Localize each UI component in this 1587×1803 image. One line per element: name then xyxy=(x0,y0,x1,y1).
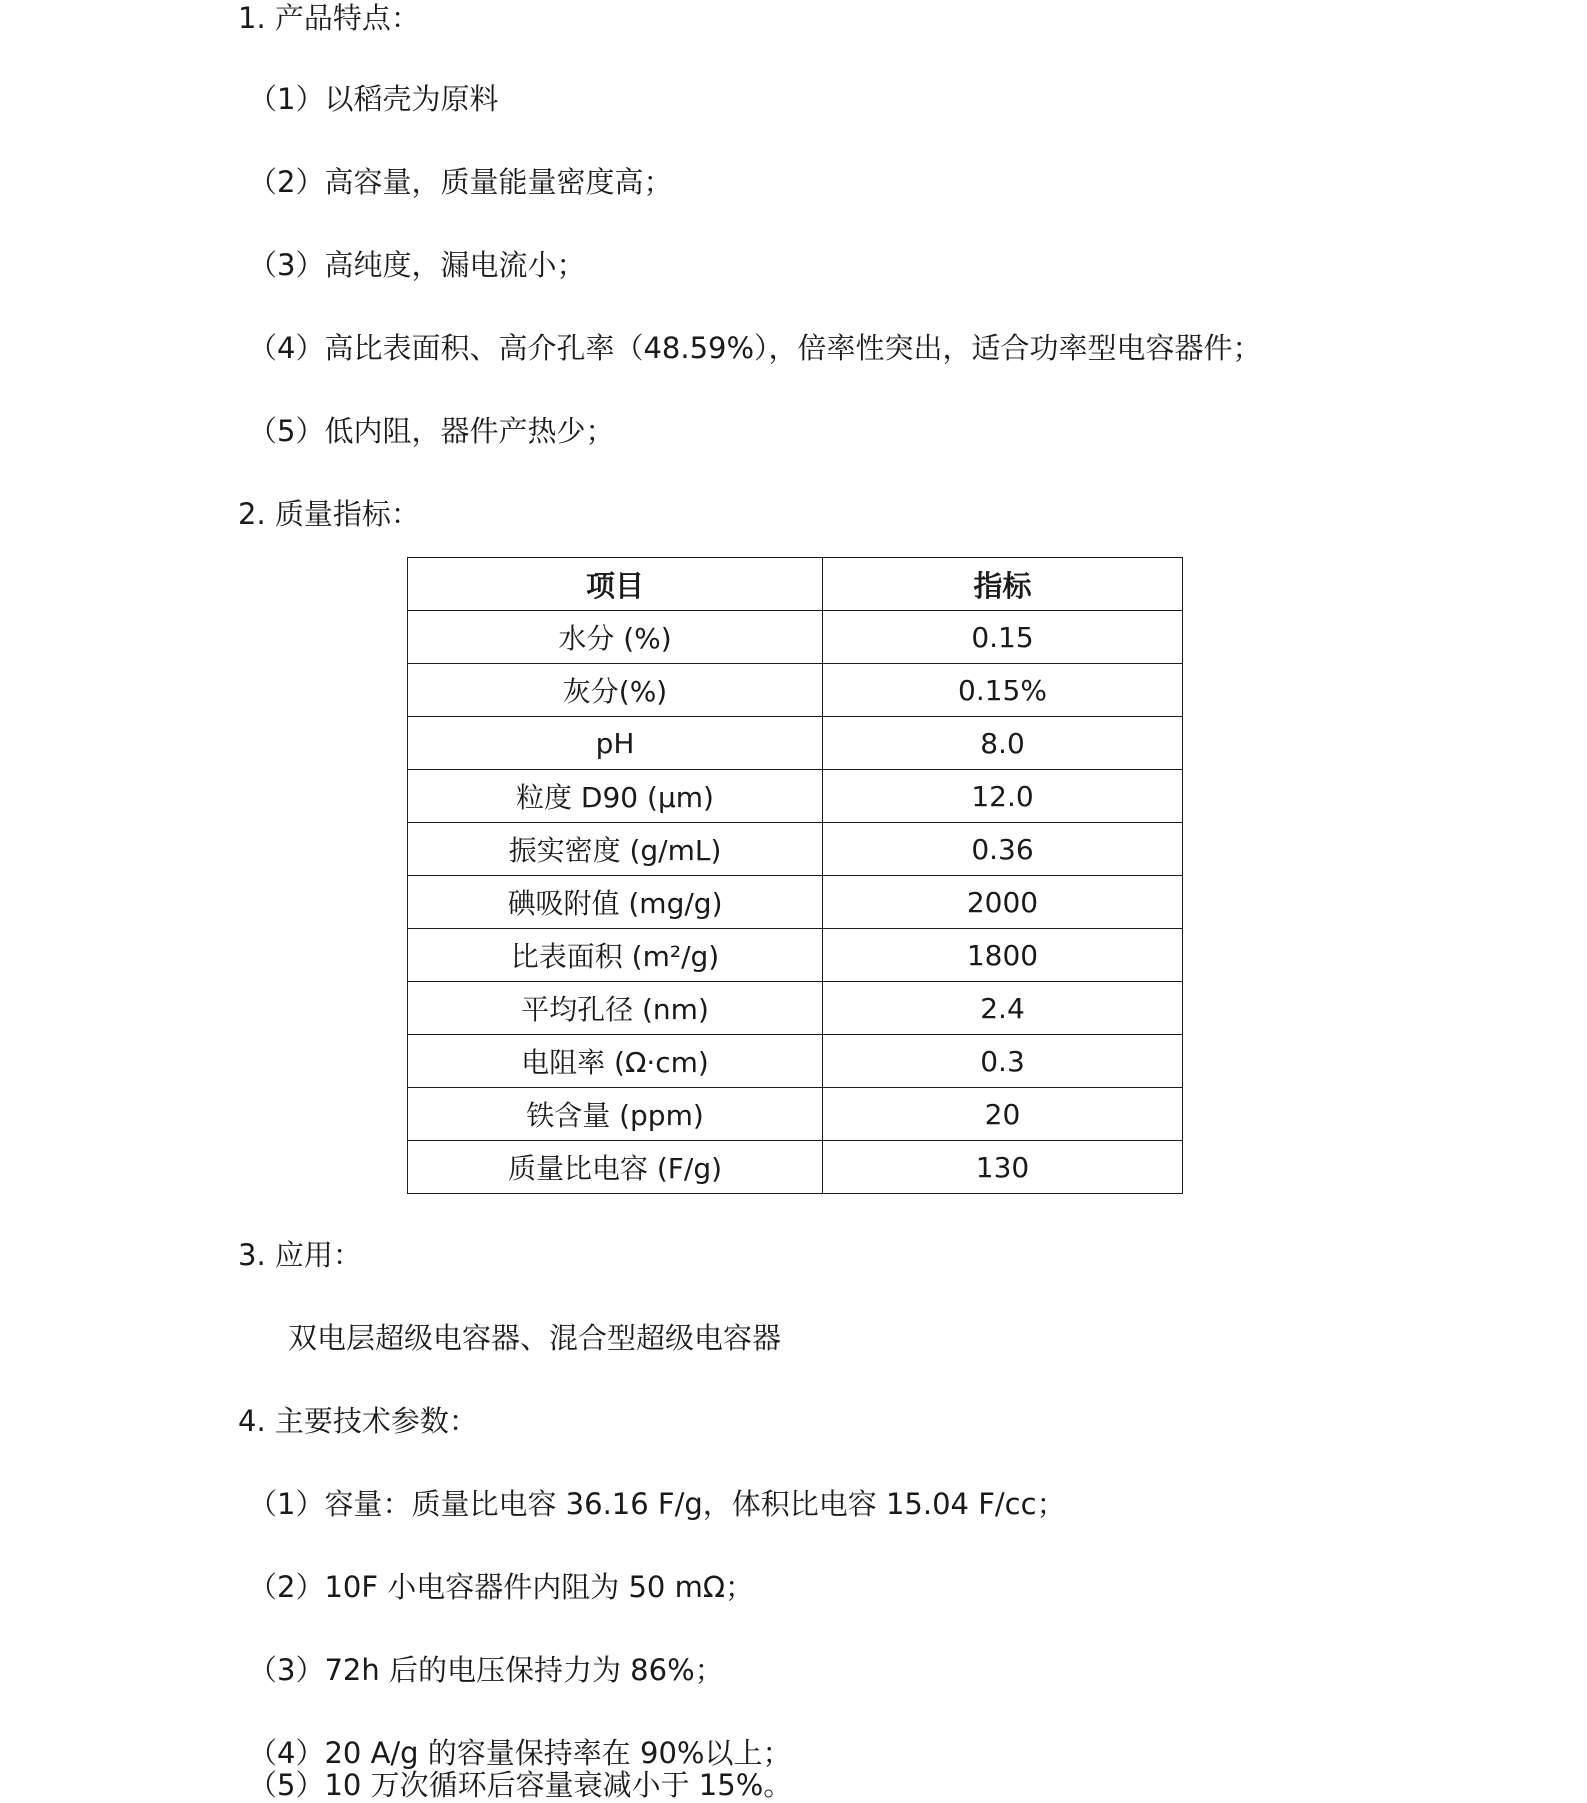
row-item: 铁含量 (ppm) xyxy=(408,1088,823,1141)
row-value: 0.15 xyxy=(823,611,1183,664)
feature-item-1: （1）以稻壳为原料 xyxy=(248,82,499,116)
table-row xyxy=(408,1035,1183,1088)
row-item: 振实密度 (g/mL) xyxy=(408,823,823,876)
row-item: 电阻率 (Ω·cm) xyxy=(408,1035,823,1088)
feature-item-3: （3）高纯度，漏电流小； xyxy=(248,248,586,282)
table-row xyxy=(408,982,1183,1035)
table-header-value: 指标 xyxy=(823,558,1183,611)
row-value: 0.3 xyxy=(823,1035,1183,1088)
row-value: 2.4 xyxy=(823,982,1183,1035)
row-item: 碘吸附值 (mg/g) xyxy=(408,876,823,929)
row-item: 粒度 D90 (μm) xyxy=(408,770,823,823)
row-item: pH xyxy=(408,717,823,770)
row-value: 1800 xyxy=(823,929,1183,982)
table-row xyxy=(408,611,1183,664)
table-row xyxy=(408,876,1183,929)
param-item-1: （1）容量：质量比电容 36.16 F/g，体积比电容 15.04 F/cc； xyxy=(248,1487,1066,1521)
table-row xyxy=(408,1088,1183,1141)
table-row xyxy=(408,823,1183,876)
row-item: 平均孔径 (nm) xyxy=(408,982,823,1035)
table-header-item: 项目 xyxy=(408,558,823,611)
table-row xyxy=(408,664,1183,717)
row-value: 8.0 xyxy=(823,717,1183,770)
section-1-title: 1. 产品特点： xyxy=(238,1,420,35)
param-item-5: （5）10 万次循环后容量衰减小于 15%。 xyxy=(248,1768,793,1802)
feature-item-5: （5）低内阻，器件产热少； xyxy=(248,414,615,448)
table-row xyxy=(408,770,1183,823)
row-value: 12.0 xyxy=(823,770,1183,823)
param-item-2: （2）10F 小电容器件内阻为 50 mΩ； xyxy=(248,1570,754,1604)
table-row xyxy=(408,1141,1183,1194)
section-3-title: 3. 应用： xyxy=(238,1238,362,1272)
application-text: 双电层超级电容器、混合型超级电容器 xyxy=(288,1321,782,1355)
row-item: 比表面积 (m²/g) xyxy=(408,929,823,982)
row-value: 130 xyxy=(823,1141,1183,1194)
row-value: 20 xyxy=(823,1088,1183,1141)
feature-item-4: （4）高比表面积、高介孔率（48.59%），倍率性突出，适合功率型电容器件； xyxy=(248,331,1262,365)
feature-item-2: （2）高容量，质量能量密度高； xyxy=(248,165,673,199)
row-item: 水分 (%) xyxy=(408,611,823,664)
row-value: 0.36 xyxy=(823,823,1183,876)
row-item: 质量比电容 (F/g) xyxy=(408,1141,823,1194)
row-value: 2000 xyxy=(823,876,1183,929)
row-item: 灰分(%) xyxy=(408,664,823,717)
param-item-3: （3）72h 后的电压保持力为 86%； xyxy=(248,1653,724,1687)
param-item-4: （4）20 A/g 的容量保持率在 90%以上； xyxy=(248,1736,792,1770)
quality-spec-table xyxy=(407,557,1183,1194)
section-4-title: 4. 主要技术参数： xyxy=(238,1404,478,1438)
table-header-row xyxy=(408,558,1183,611)
row-value: 0.15% xyxy=(823,664,1183,717)
table-row xyxy=(408,929,1183,982)
table-row xyxy=(408,717,1183,770)
section-2-title: 2. 质量指标： xyxy=(238,497,420,531)
